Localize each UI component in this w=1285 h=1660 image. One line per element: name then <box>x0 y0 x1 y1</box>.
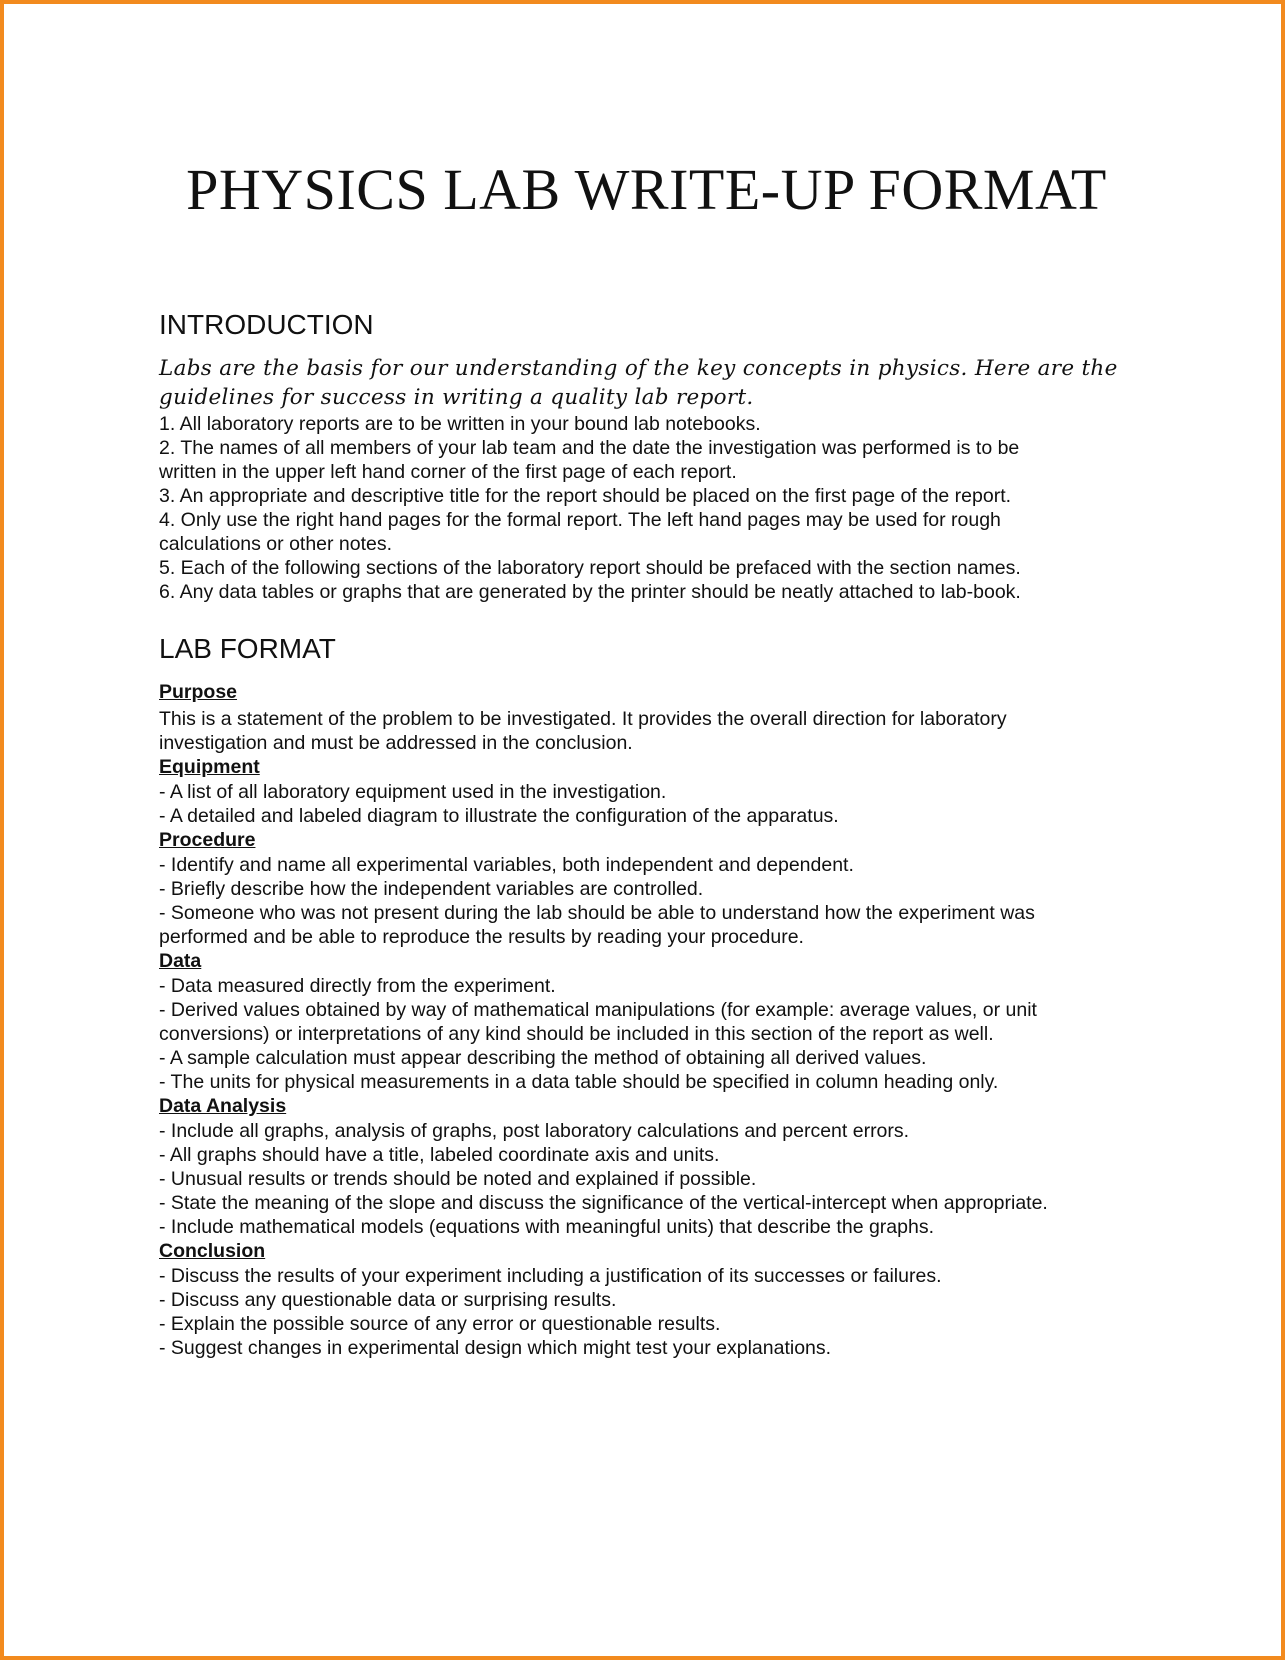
lab-format-heading: LAB FORMAT <box>159 633 336 664</box>
conclusion-heading: Conclusion <box>159 1240 266 1262</box>
procedure-section <box>159 828 1159 949</box>
equipment-line: - A detailed and labeled diagram to illustrate the configuration of the apparatus. <box>159 805 839 827</box>
procedure-line: performed and be able to reproduce the results by reading your procedure. <box>159 926 804 948</box>
conclusion-line: - Explain the possible source of any error or questionable results. <box>159 1313 721 1335</box>
intro-line: 4. Only use the right hand pages for the formal report. The left hand pages may be used for rough <box>159 509 1001 531</box>
equipment-heading: Equipment <box>159 756 260 778</box>
introduction-section <box>159 308 1159 604</box>
data-line: - A sample calculation must appear describing the method of obtaining all derived values. <box>159 1047 927 1069</box>
intro-line: 3. An appropriate and descriptive title for the report should be placed on the first page of the report. <box>159 485 1012 507</box>
procedure-line: - Someone who was not present during the lab should be able to understand how the experiment was <box>159 902 1035 924</box>
intro-line: written in the upper left hand corner of the first page of each report. <box>159 461 737 483</box>
data-analysis-line: - Include all graphs, analysis of graphs, post laboratory calculations and percent errors. <box>159 1120 910 1142</box>
conclusion-line: - Discuss any questionable data or surprising results. <box>159 1289 617 1311</box>
data-analysis-section <box>159 1094 1159 1239</box>
document-title: PHYSICS LAB WRITE-UP FORMAT <box>186 157 1107 222</box>
procedure-line: - Identify and name all experimental variables, both independent and dependent. <box>159 854 854 876</box>
intro-line: calculations or other notes. <box>159 533 393 555</box>
intro-line: 1. All laboratory reports are to be written in your bound lab notebooks. <box>159 413 761 435</box>
procedure-line: - Briefly describe how the independent variables are controlled. <box>159 878 704 900</box>
conclusion-line: - Discuss the results of your experiment including a justification of its successes or failures. <box>159 1265 942 1287</box>
purpose-line: This is a statement of the problem to be investigated. It provides the overall direction for laboratory <box>159 708 1007 730</box>
introduction-heading: INTRODUCTION <box>159 309 374 340</box>
data-line: - Data measured directly from the experiment. <box>159 975 556 997</box>
intro-line: 6. Any data tables or graphs that are generated by the printer should be neatly attached to lab-book. <box>159 581 1021 603</box>
procedure-heading: Procedure <box>159 829 256 851</box>
intro-line: 2. The names of all members of your lab team and the date the investigation was performed is to be <box>159 437 1020 459</box>
equipment-section <box>159 755 1159 828</box>
data-analysis-line: - Include mathematical models (equations with meaningful units) that describe the graphs. <box>159 1216 934 1238</box>
data-line: - The units for physical measurements in a data table should be specified in column heading only. <box>159 1071 999 1093</box>
data-line: - Derived values obtained by way of mathematical manipulations (for example: average values, or unit <box>159 999 1037 1021</box>
data-analysis-line: - All graphs should have a title, labeled coordinate axis and units. <box>159 1144 720 1166</box>
purpose-section <box>159 680 1159 755</box>
data-analysis-line: - Unusual results or trends should be noted and explained if possible. <box>159 1168 757 1190</box>
data-line: conversions) or interpretations of any kind should be included in this section of the report as well. <box>159 1023 994 1045</box>
data-heading: Data <box>159 950 202 972</box>
document-body <box>159 308 1159 1360</box>
intro-italic-line: guidelines for success in writing a quality lab report. <box>159 385 754 410</box>
intro-line: 5. Each of the following sections of the laboratory report should be prefaced with the section names. <box>159 557 1021 579</box>
conclusion-line: - Suggest changes in experimental design which might test your explanations. <box>159 1337 832 1359</box>
intro-italic-line: Labs are the basis for our understanding of the key concepts in physics. Here are the <box>159 356 1118 381</box>
purpose-heading: Purpose <box>159 681 238 703</box>
data-analysis-line: - State the meaning of the slope and discuss the significance of the vertical-intercept when appropriate. <box>159 1192 1048 1214</box>
conclusion-section <box>159 1239 1159 1360</box>
lab-format-section <box>159 632 1159 1360</box>
equipment-line: - A list of all laboratory equipment used in the investigation. <box>159 781 667 803</box>
data-analysis-heading: Data Analysis <box>159 1095 287 1117</box>
purpose-line: investigation and must be addressed in the conclusion. <box>159 732 633 754</box>
data-section <box>159 949 1159 1094</box>
